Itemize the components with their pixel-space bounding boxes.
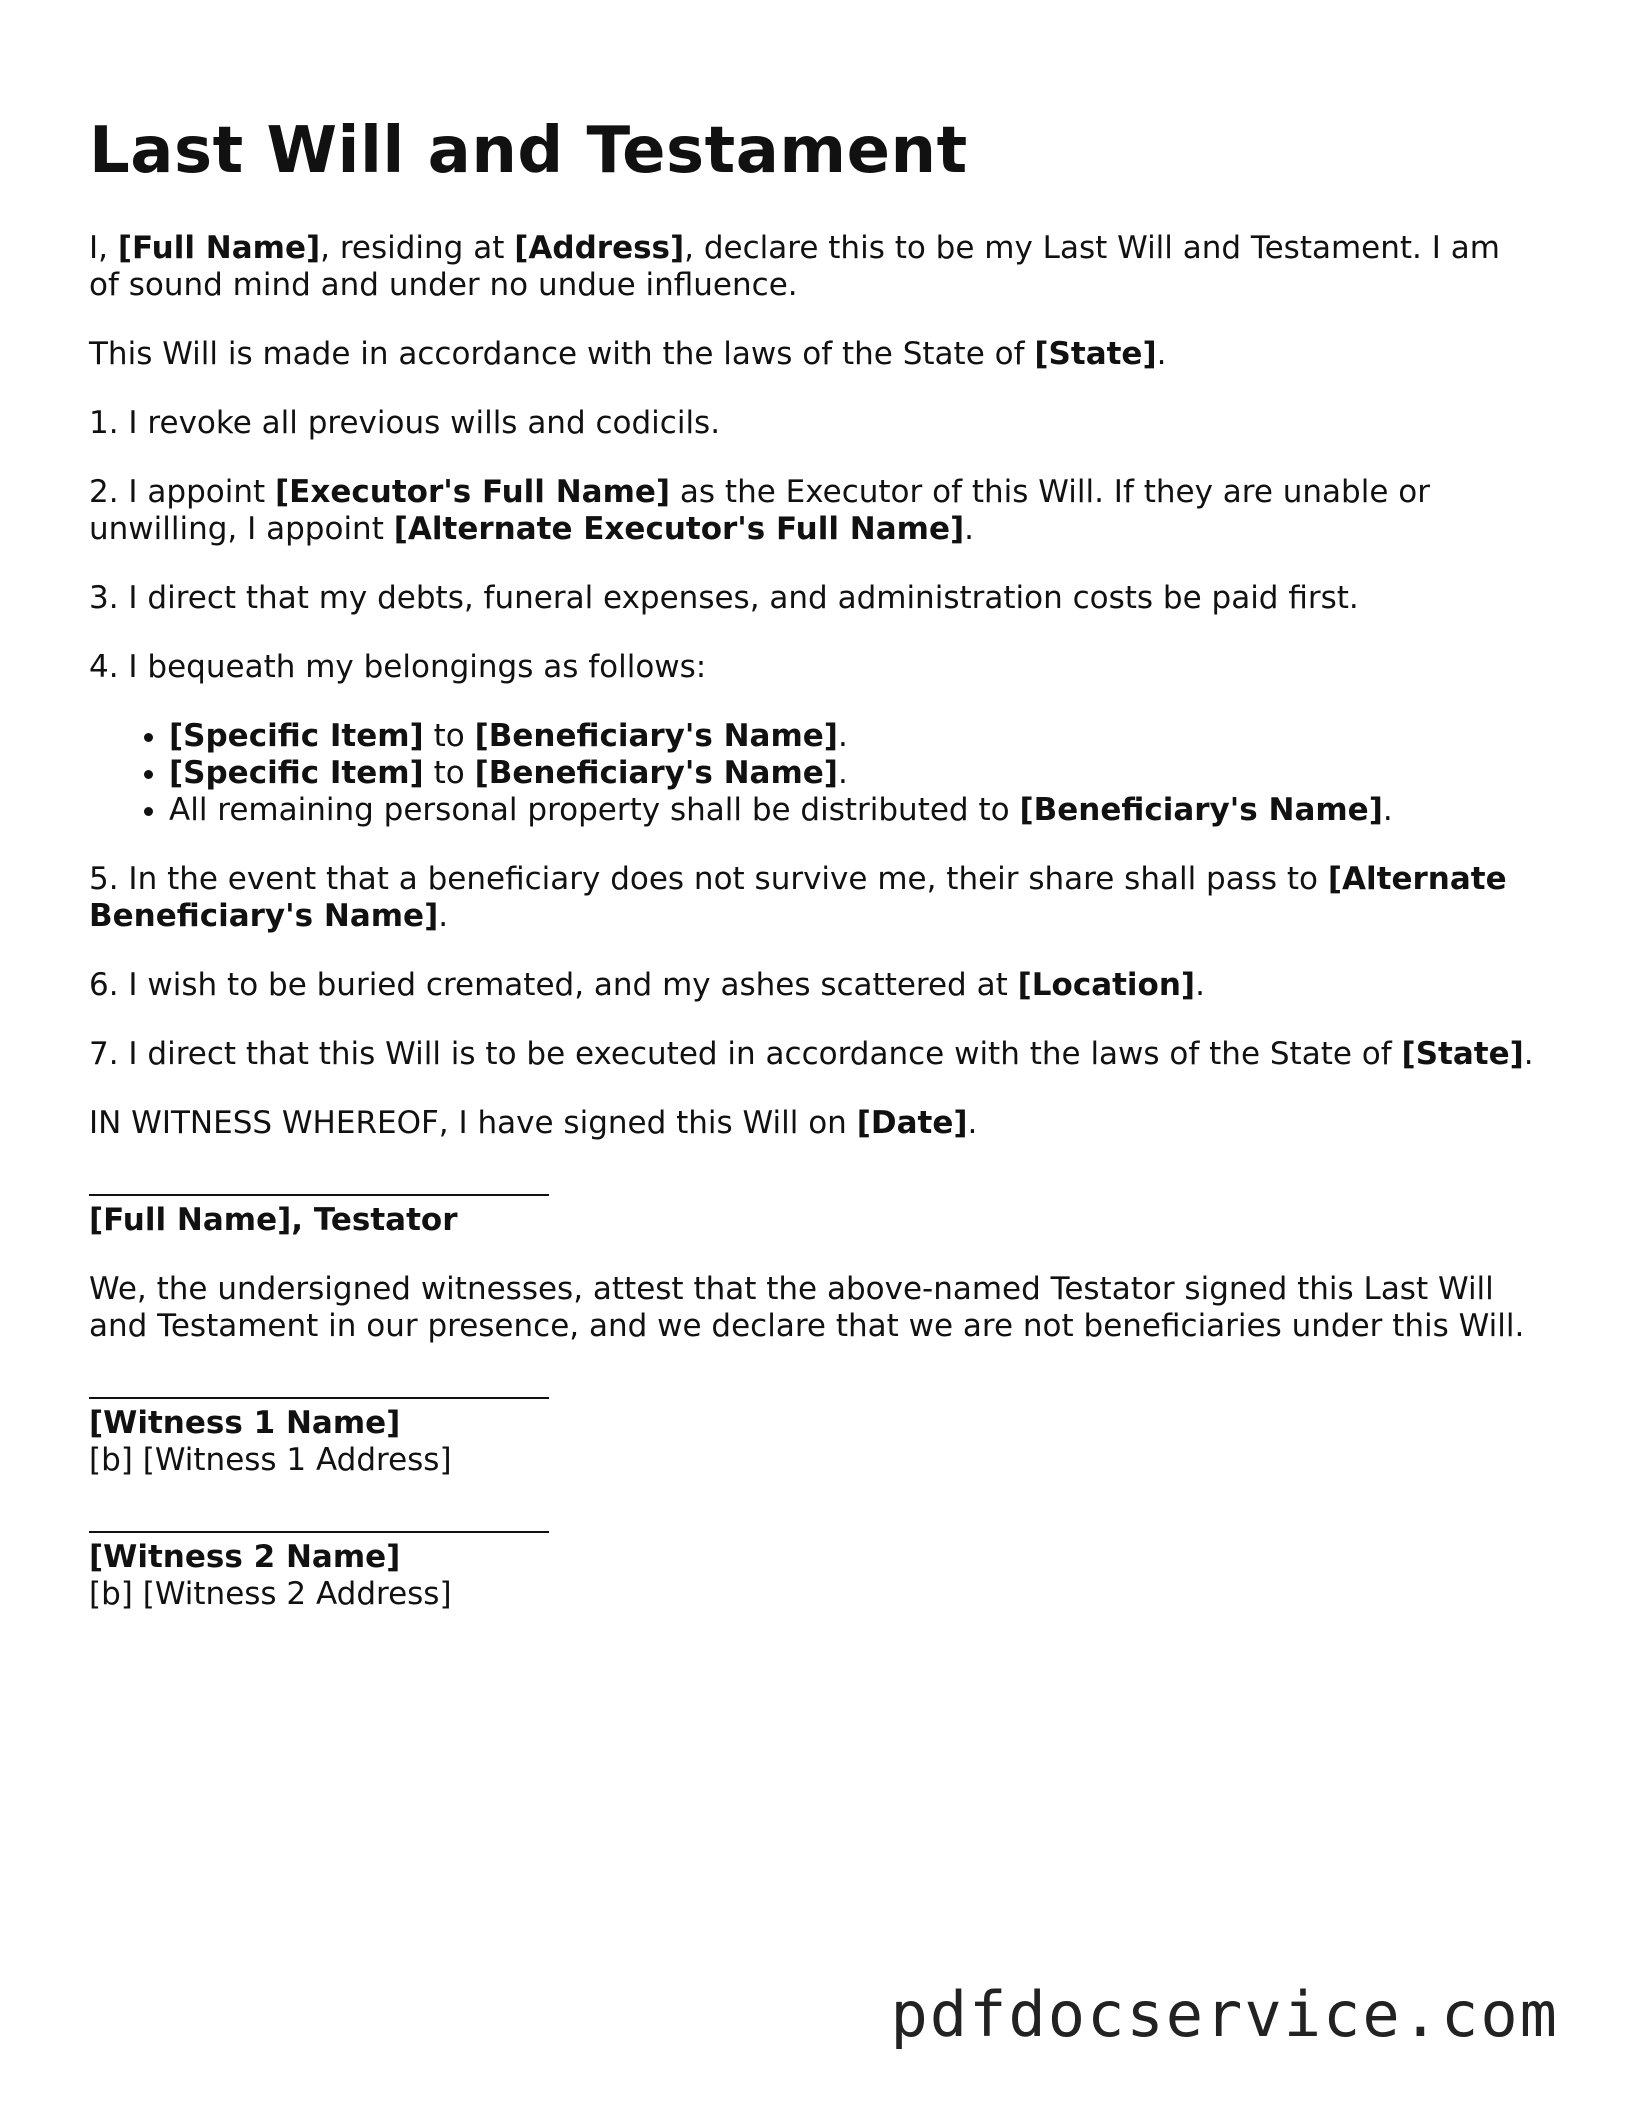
witness-whereof-text: . — [967, 1105, 978, 1141]
list-text: to — [423, 755, 475, 791]
beneficiary-placeholder: [Beneficiary's Name] — [474, 755, 838, 791]
state-placeholder: [State] — [1401, 1036, 1524, 1072]
witness-whereof-text: IN WITNESS WHEREOF, I have signed this Will on — [89, 1105, 857, 1141]
intro-text: , residing at — [320, 230, 515, 266]
witness-2-address: [b] [Witness 2 Address] — [89, 1576, 452, 1612]
beneficiary-placeholder: [Beneficiary's Name] — [474, 718, 838, 754]
law-text: . — [1156, 336, 1167, 372]
intro-text: I, — [89, 230, 118, 266]
attestation-paragraph: We, the undersigned witnesses, attest that the above-named Testator signed this Last Will and Testament in our presence, and we declare that we are not beneficiaries under this Will. — [89, 1271, 1525, 1344]
clause-7-text: . — [1523, 1036, 1534, 1072]
specific-item-placeholder: [Specific Item] — [169, 755, 424, 791]
bequest-list — [89, 718, 1539, 829]
list-text: . — [837, 718, 848, 754]
clause-3: 3. I direct that my debts, funeral expenses, and administration costs be paid first. — [89, 580, 1359, 616]
document-title: Last Will and Testament — [89, 114, 968, 188]
clause-6 — [89, 967, 1539, 1004]
intro-text: , declare this to be my Last Will and Testament. I am of sound mind and under no undue influence. — [89, 230, 1500, 303]
state-placeholder: [State] — [1034, 336, 1157, 372]
specific-item-placeholder: [Specific Item] — [169, 718, 424, 754]
list-item — [169, 755, 1539, 792]
list-text: All remaining personal property shall be distributed to — [169, 792, 1020, 828]
clause-2 — [89, 474, 1539, 548]
governing-law-paragraph — [89, 336, 1539, 373]
address-placeholder: [Address] — [514, 230, 685, 266]
clause-5-text: . — [438, 898, 449, 934]
clause-2-text: . — [964, 511, 975, 547]
clause-7 — [89, 1036, 1539, 1073]
alternate-beneficiary-placeholder: [Alternate Beneficiary's Name] — [89, 861, 1507, 934]
beneficiary-placeholder: [Beneficiary's Name] — [1019, 792, 1383, 828]
testator-name: [Full Name], Testator — [89, 1202, 458, 1238]
clause-2-text: as the Executor of this Will. If they are unable or unwilling, I appoint — [89, 474, 1430, 547]
signature-line — [89, 1194, 549, 1196]
clause-2-text: 2. I appoint — [89, 474, 276, 510]
clause-5-text: 5. In the event that a beneficiary does not survive me, their share shall pass to — [89, 861, 1328, 897]
list-text: to — [423, 718, 475, 754]
alternate-executor-placeholder: [Alternate Executor's Full Name] — [393, 511, 965, 547]
executor-placeholder: [Executor's Full Name] — [275, 474, 671, 510]
watermark-text: pdfdocservice.com — [890, 1978, 1559, 2051]
location-placeholder: [Location] — [1017, 967, 1196, 1003]
witness-2-signature-block — [89, 1531, 1539, 1613]
list-item — [169, 718, 1539, 755]
signature-line — [89, 1531, 549, 1533]
witness-1-name: [Witness 1 Name] — [89, 1405, 401, 1441]
clause-1: 1. I revoke all previous wills and codicils. — [89, 405, 721, 441]
clause-4: 4. I bequeath my belongings as follows: — [89, 649, 707, 685]
will-document — [89, 112, 1539, 1645]
witness-2-name: [Witness 2 Name] — [89, 1539, 401, 1575]
law-text: This Will is made in accordance with the laws of the State of — [89, 336, 1035, 372]
testator-signature-block — [89, 1194, 1539, 1239]
clause-6-text: 6. I wish to be buried cremated, and my ashes scattered at — [89, 967, 1018, 1003]
clause-7-text: 7. I direct that this Will is to be executed in accordance with the laws of the State of — [89, 1036, 1402, 1072]
clause-5 — [89, 861, 1539, 935]
list-text: . — [837, 755, 848, 791]
intro-paragraph — [89, 230, 1539, 304]
witness-1-address: [b] [Witness 1 Address] — [89, 1442, 452, 1478]
list-item — [169, 792, 1539, 829]
witness-whereof-paragraph — [89, 1105, 1539, 1142]
list-text: . — [1382, 792, 1393, 828]
clause-6-text: . — [1195, 967, 1205, 1003]
signature-line — [89, 1397, 549, 1399]
full-name-placeholder: [Full Name] — [117, 230, 321, 266]
date-placeholder: [Date] — [856, 1105, 968, 1141]
witness-1-signature-block — [89, 1397, 1539, 1479]
